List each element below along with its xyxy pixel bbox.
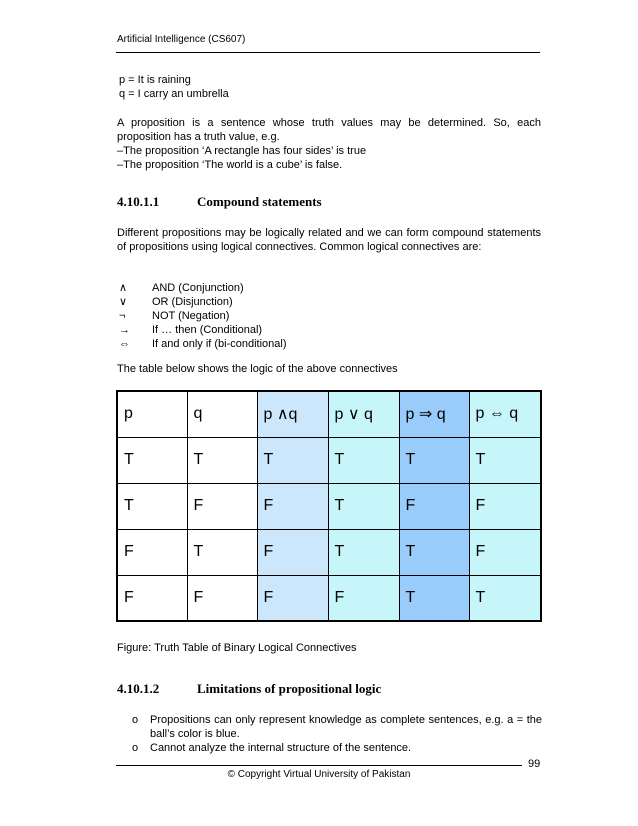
table-cell: F [117,529,187,575]
connective-item [117,295,287,309]
header-cell: p ∧q [257,391,328,437]
connective-label: AND (Conjunction) [152,282,244,294]
or-symbol-icon: ∨ [119,296,128,308]
table-cell: T [399,529,469,575]
table-cell: T [328,483,399,529]
compound-paragraph: Different propositions may be logically related and we can form compound statements of propositions using logical connectives. Common logical connectives are: [117,227,541,253]
header-cell: p ⇒ q [399,391,469,437]
table-row [117,529,541,575]
list-item-text: Cannot analyze the internal structure of the sentence. [150,742,412,754]
bullet-icon: o [132,714,139,726]
connective-item [117,337,287,351]
arrow-right-icon: → [119,324,130,336]
table-row [117,437,541,483]
list-item [132,741,542,755]
connective-label: NOT (Negation) [152,310,230,322]
table-cell: T [328,529,399,575]
page-number: 99 [528,758,541,770]
connective-item [117,323,287,337]
footer-copyright: © Copyright Virtual University of Pakistan [227,769,411,780]
list-item-text: Propositions can only represent knowledge as complete sentences, e.g. a = the ball’s color is blue. [150,714,542,740]
section-title: Compound statements [197,194,322,209]
connective-item [117,281,287,295]
table-row [117,575,541,621]
table-intro: The table below shows the logic of the above connectives [117,363,398,375]
section-heading-limitations [117,681,381,697]
table-cell: T [399,437,469,483]
intro-text: A proposition is a sentence whose truth values may be determined. So, each proposition has a truth value, e.g. [117,117,541,143]
bullet-icon: o [132,742,139,754]
not-symbol-icon: ¬ [119,310,126,322]
table-header-row [117,391,541,437]
table-cell: T [469,437,541,483]
table-cell: T [257,437,328,483]
intro-example-1: –The proposition ‘A rectangle has four sides’ is true [117,145,367,157]
header-cell: p ∨ q [328,391,399,437]
header-rule [116,52,540,53]
header-cell: p [117,391,187,437]
running-header: Artificial Intelligence (CS607) [117,34,246,45]
and-symbol-icon: ∧ [119,282,128,294]
table-cell: T [117,483,187,529]
table-cell: F [117,575,187,621]
truth-table [116,390,542,622]
table-cell: T [399,575,469,621]
table-cell: F [469,483,541,529]
connective-item [117,309,287,323]
section-title: Limitations of propositional logic [197,681,382,696]
table-cell: F [257,575,328,621]
header-cell: p ⇔ q [469,391,541,437]
table-cell: F [469,529,541,575]
definition-p: p = It is raining [119,74,191,86]
section-heading-compound [117,194,322,210]
connective-label: If … then (Conditional) [152,324,263,336]
section-number: 4.10.1.1 [117,194,160,209]
table-cell: F [399,483,469,529]
table-cell: T [187,529,257,575]
footer-rule [116,765,522,766]
table-cell: T [187,437,257,483]
table-cell: F [257,483,328,529]
header-cell: q [187,391,257,437]
table-cell: T [117,437,187,483]
table-cell: F [257,529,328,575]
table-cell: F [187,483,257,529]
intro-example-2: –The proposition ‘The world is a cube’ is false. [117,159,343,171]
definition-q: q = I carry an umbrella [119,88,229,100]
connectives-list [117,281,287,351]
table-cell: T [328,437,399,483]
section-number: 4.10.1.2 [117,681,160,696]
double-arrow-icon: ⇔ [119,338,130,350]
limitations-list [132,713,542,755]
table-cell: T [469,575,541,621]
definitions [119,73,229,101]
figure-caption: Figure: Truth Table of Binary Logical Connectives [117,642,357,654]
list-item [132,713,542,741]
intro-paragraph [117,116,541,172]
table-cell: F [328,575,399,621]
connective-label: OR (Disjunction) [152,296,233,308]
connective-label: If and only if (bi-conditional) [152,338,287,350]
table-row [117,483,541,529]
table-cell: F [187,575,257,621]
